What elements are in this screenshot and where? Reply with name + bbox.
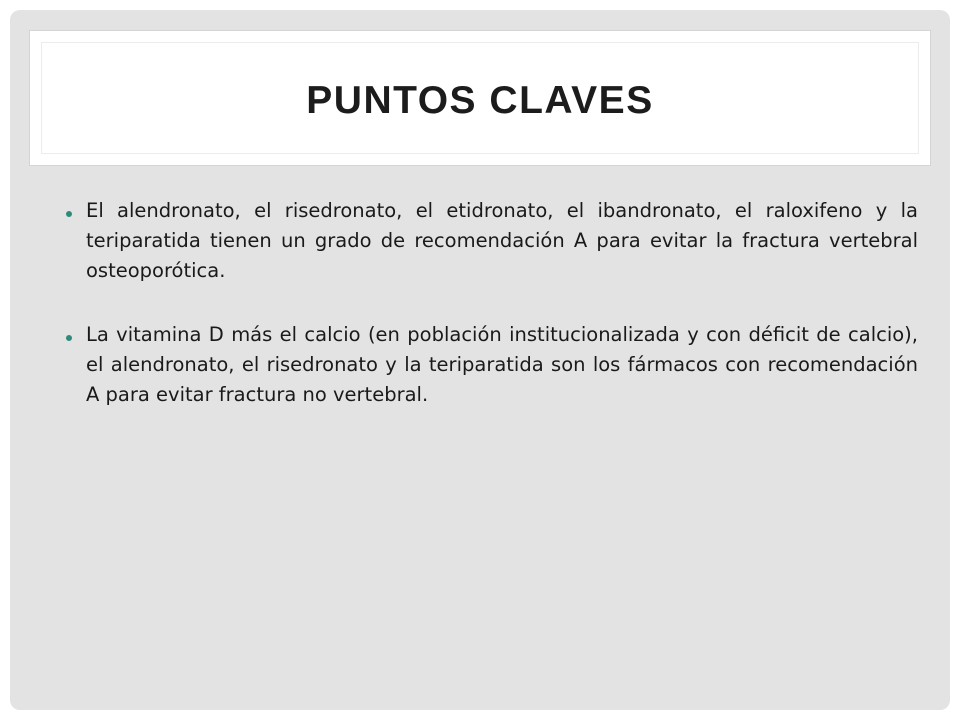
bullet-dot-icon [66, 211, 72, 217]
slide [10, 10, 950, 710]
title-box [29, 30, 931, 166]
title-inner-frame [41, 42, 919, 154]
bullet-dot-icon [66, 335, 72, 341]
slide-body [66, 196, 918, 444]
bullet-item [66, 320, 918, 410]
bullet-text: La vitamina D más el calcio (en población institucionalizada y con déficit de calcio), el alendronato, el risedronato y la teriparatida son los fármacos con recomendación A para evitar fractura no vertebral. [86, 323, 918, 406]
bullet-text: El alendronato, el risedronato, el etidronato, el ibandronato, el raloxifeno y la teriparatida tienen un grado de recomendación A para evitar la fractura vertebral osteoporótica. [86, 199, 918, 282]
bullet-item [66, 196, 918, 286]
slide-title: PUNTOS CLAVES [306, 79, 654, 122]
